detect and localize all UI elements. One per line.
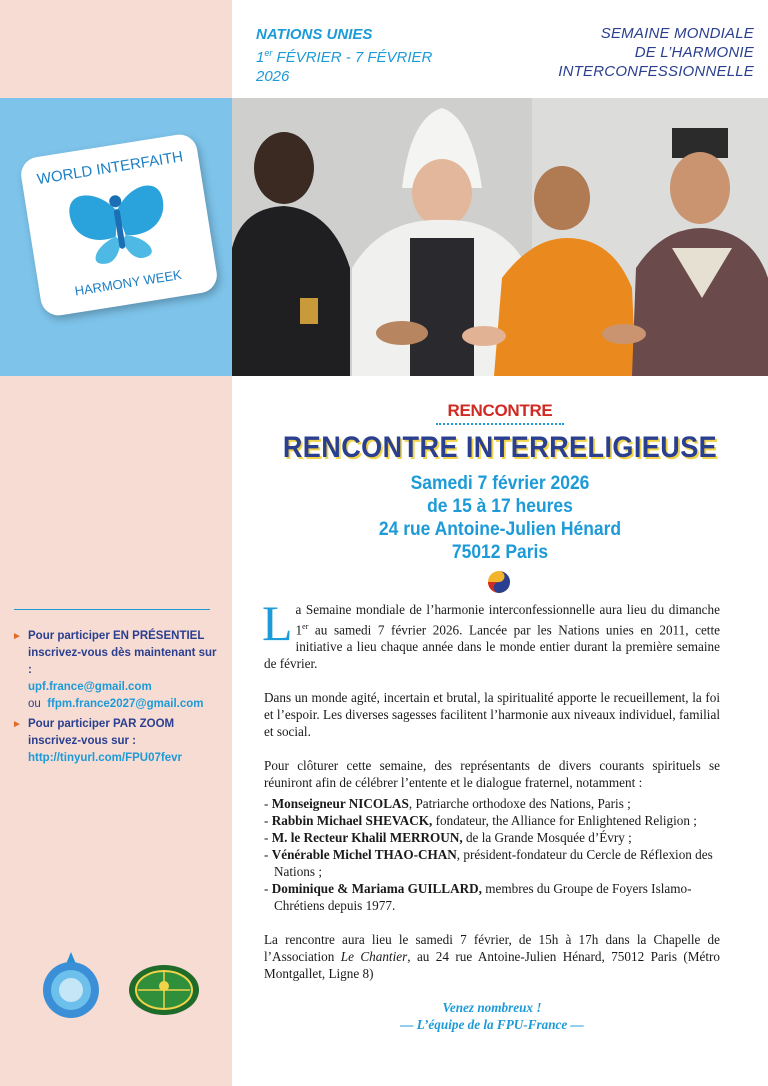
signoff: Venez nombreux ! — L’équipe de la FPU-France —: [400, 1000, 584, 1033]
intro-paragraph: La Semaine mondiale de l’harmonie interconfessionnelle aura lieu du dimanche 1er au samedi 7 février 2026. Lancée par les Nations unies en 2011, cette initiative a lieu chaque année dans le monde entier durant la première semaine de février.: [262, 595, 720, 672]
event-kicker: RENCONTRE: [447, 401, 553, 420]
religious-leaders-photo: [232, 98, 768, 376]
speakers-list: [264, 795, 720, 914]
globe-badge-icon: [128, 964, 200, 1016]
event-description: [262, 595, 720, 1033]
event-period-header: [256, 25, 432, 86]
event-photo: [232, 98, 768, 376]
event-details: [232, 472, 768, 564]
email-link-ffpm[interactable]: ffpm.france2027@gmail.com: [47, 698, 204, 710]
sidebar-title: SEMAINE MONDIALE DE L’HARMONIE INTERCONFESSIONNELLE: [558, 25, 754, 80]
speaker-item: - Rabbin Michael SHEVACK, fondateur, the Alliance for Enlightened Religion ;: [264, 813, 697, 829]
event-year: 2026: [256, 68, 290, 85]
in-person-registration: ► Pour participer EN PRÉSENTIEL inscrivez-vous dès maintenant sur : upf.france@gmail.com ou ffpm.france2027@gmail.com: [12, 628, 222, 713]
upf-badge-icon: [36, 950, 106, 1022]
org-name: NATIONS UNIES: [256, 26, 373, 43]
email-link-upf[interactable]: upf.france@gmail.com: [28, 681, 152, 693]
event-city: 75012 Paris: [451, 542, 549, 563]
context-paragraph: Dans un monde agité, incertain et brutal, la spiritualité apporte le recueillement, la foi et l’espoir. Les diverses sagesses facilitent l’harmonie aux niveaux individuel, familial et social.: [264, 690, 720, 740]
venue-paragraph: La rencontre aura lieu le samedi 7 février, de 15h à 17h dans la Chapelle de l’Association Le Chantier, au 24 rue Antoine-Julien Hénard, 75012 Paris (Métro Montgallet, Ligne 8): [264, 932, 720, 982]
speakers-intro: Pour clôturer cette semaine, des représentants de divers courants spirituels se réuniront afin de célébrer l’entente et le dialogue fraternel, notamment :: [264, 758, 720, 791]
speaker-item: - Dominique & Mariama GUILLARD, membres du Groupe de Foyers Islamo-Chrétiens depuis 1977.: [264, 881, 692, 914]
butterfly-logo-icon: [58, 173, 180, 273]
arrow-right-icon: ►: [12, 719, 22, 730]
zoom-registration: ► Pour participer PAR ZOOM inscrivez-vous sur : http://tinyurl.com/FPU07fevr: [12, 716, 222, 767]
event-title: RENCONTRE INTERRELIGIEUSE: [282, 431, 718, 464]
dropcap: L: [262, 595, 293, 651]
speaker-item: - Monseigneur NICOLAS, Patriarche orthodoxe des Nations, Paris ;: [264, 796, 631, 812]
sidebar-divider: [14, 609, 210, 610]
event-street: 24 rue Antoine-Julien Hénard: [378, 519, 622, 540]
zoom-registration-link[interactable]: http://tinyurl.com/FPU07fevr: [28, 752, 182, 764]
event-time: de 15 à 17 heures: [427, 496, 573, 517]
harmony-week-logo: WORLD INTERFAITH HARMONY WEEK: [19, 132, 220, 318]
harmony-emblem-icon: [487, 570, 511, 594]
event-date: Samedi 7 février 2026: [410, 473, 590, 494]
arrow-right-icon: ►: [12, 631, 22, 642]
event-dates: 1er FÉVRIER - 7 FÉVRIER: [256, 48, 433, 66]
kicker-divider: [436, 423, 564, 425]
sidebar-header-panel: [0, 0, 232, 98]
speaker-item: - Vénérable Michel THAO-CHAN, président-fondateur du Cercle de Réflexion des Nations ;: [264, 847, 713, 880]
speaker-item: - M. le Recteur Khalil MERROUN, de la Grande Mosquée d’Évry ;: [264, 830, 632, 846]
